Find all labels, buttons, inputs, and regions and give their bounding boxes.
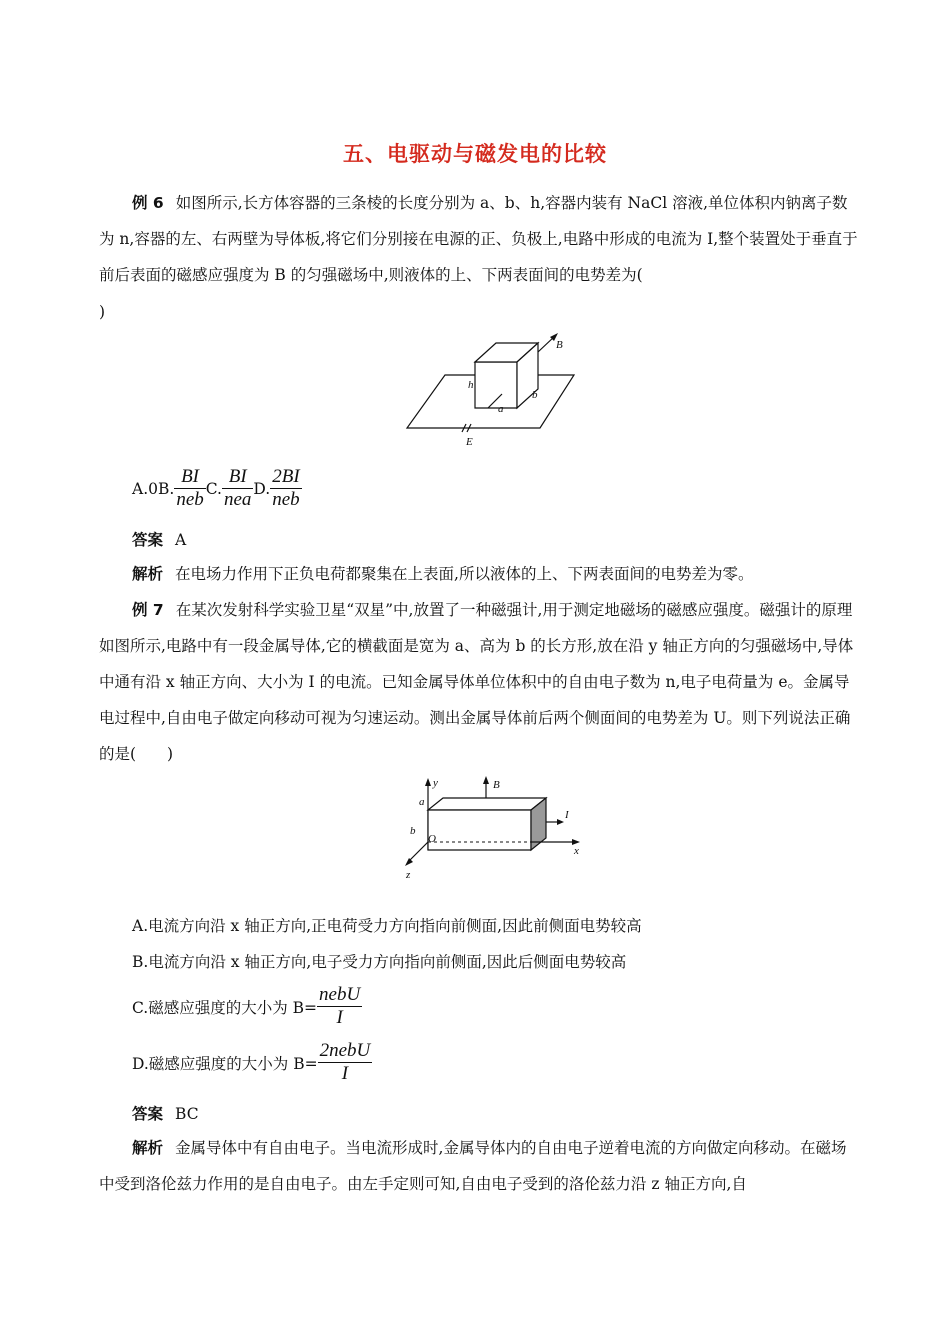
example7-option-D: [132, 1040, 372, 1085]
label-B: B: [493, 779, 500, 791]
option-C-fraction: $\frac{BI}{\text{nea}}$: [223, 466, 252, 510]
example7-label: 例 7: [132, 601, 164, 619]
example6-label: 例 6: [132, 194, 164, 212]
example6-analysis: [99, 556, 859, 592]
label-b: b: [532, 389, 538, 401]
option-C-fraction: $\frac{\text{nebU}}{I}$: [319, 984, 361, 1028]
label-a: a: [498, 403, 504, 415]
example6-text: 如图所示,长方体容器的三条棱的长度分别为 a、b、h,容器内装有 NaCl 溶液,单位体积内钠离子数为 n,容器的左、右两壁为导体板,将它们分别接在电源的正、负极上,电路中形成的电流为 I,整个装置处于垂直于前后表面的磁感应强度为 B 的匀强磁场中,则液体的上、下两表面间的电势差为(: [99, 194, 858, 284]
section-title: 五、电驱动与磁发电的比较: [343, 142, 607, 166]
option-B-fraction: $\frac{BI}{\text{neb}}$: [176, 466, 204, 510]
example7-option-A: A.电流方向沿 x 轴正方向,正电荷受力方向指向前侧面,因此前侧面电势较高: [132, 917, 642, 935]
example6-close-paren: ): [99, 303, 106, 321]
example7-figure: [400, 770, 590, 885]
option-B-prefix: B.: [157, 479, 175, 498]
answer-value: A: [175, 531, 187, 549]
example6-answer: [99, 522, 859, 558]
answer-value: BC: [175, 1105, 199, 1123]
analysis-label: 解析: [132, 565, 164, 583]
analysis-label: 解析: [132, 1139, 164, 1157]
box-front: [475, 362, 517, 408]
option-D-prefix: D.磁感应强度的大小为 B=: [132, 1054, 318, 1073]
example7-option-C: [132, 984, 362, 1029]
option-D-fraction: $\frac{2BI}{\text{neb}}$: [272, 466, 300, 510]
box-top: [428, 798, 546, 810]
label-a: a: [419, 796, 425, 808]
option-A: A.0: [132, 479, 158, 498]
label-E: E: [466, 436, 473, 448]
answer-label: 答案: [132, 1105, 164, 1123]
option-D-prefix: D.: [253, 479, 271, 498]
label-I: I: [565, 809, 569, 821]
option-D-fraction: $\frac{\text{2nebU}}{I}$: [319, 1040, 371, 1084]
example7-question: [99, 592, 859, 772]
example7-analysis: [99, 1130, 859, 1202]
example7-option-B: B.电流方向沿 x 轴正方向,电子受力方向指向前侧面,因此后侧面电势较高: [132, 953, 627, 971]
box-front: [428, 810, 531, 850]
analysis-text: 金属导体中有自由电子。当电流形成时,金属导体内的自由电子逆着电流的方向做定向移动。在磁场中受到洛伦兹力作用的是自由电子。由左手定则可知,自由电子受到的洛伦兹力沿 z 轴正方向,自: [99, 1139, 847, 1193]
label-O: O: [428, 833, 436, 845]
example6-question: [99, 185, 859, 293]
label-b: b: [410, 825, 416, 837]
example7-answer: [99, 1096, 859, 1132]
example6-options: [132, 466, 302, 511]
option-C-prefix: C.磁感应强度的大小为 B=: [132, 998, 318, 1017]
analysis-text: 在电场力作用下正负电荷都聚集在上表面,所以液体的上、下两表面间的电势差为零。: [175, 565, 754, 583]
label-y: y: [433, 777, 438, 789]
label-z: z: [406, 869, 411, 881]
label-B: B: [556, 339, 563, 351]
label-x: x: [574, 845, 579, 857]
option-C-prefix: C.: [205, 479, 222, 498]
example7-text: 在某次发射科学实验卫星“双星”中,放置了一种磁强计,用于测定地磁场的磁感应强度。磁强计的原理如图所示,电路中有一段金属导体,它的横截面是宽为 a、高为 b 的长方形,放在沿 y 轴正方向的匀强磁场中,导体中通有沿 x 轴正方向、大小为 I 的电流。已知金属导体单位体积中的自由电子数为 n,电子电荷量为 e。金属导电过程中,自由电子做定向移动可视为匀速运动。测出金属导体前后两个侧面间的电势差为 U。则下列说法正确的是( ): [99, 601, 854, 763]
example6-figure: [400, 330, 585, 450]
answer-label: 答案: [132, 531, 164, 549]
label-h: h: [468, 379, 474, 391]
